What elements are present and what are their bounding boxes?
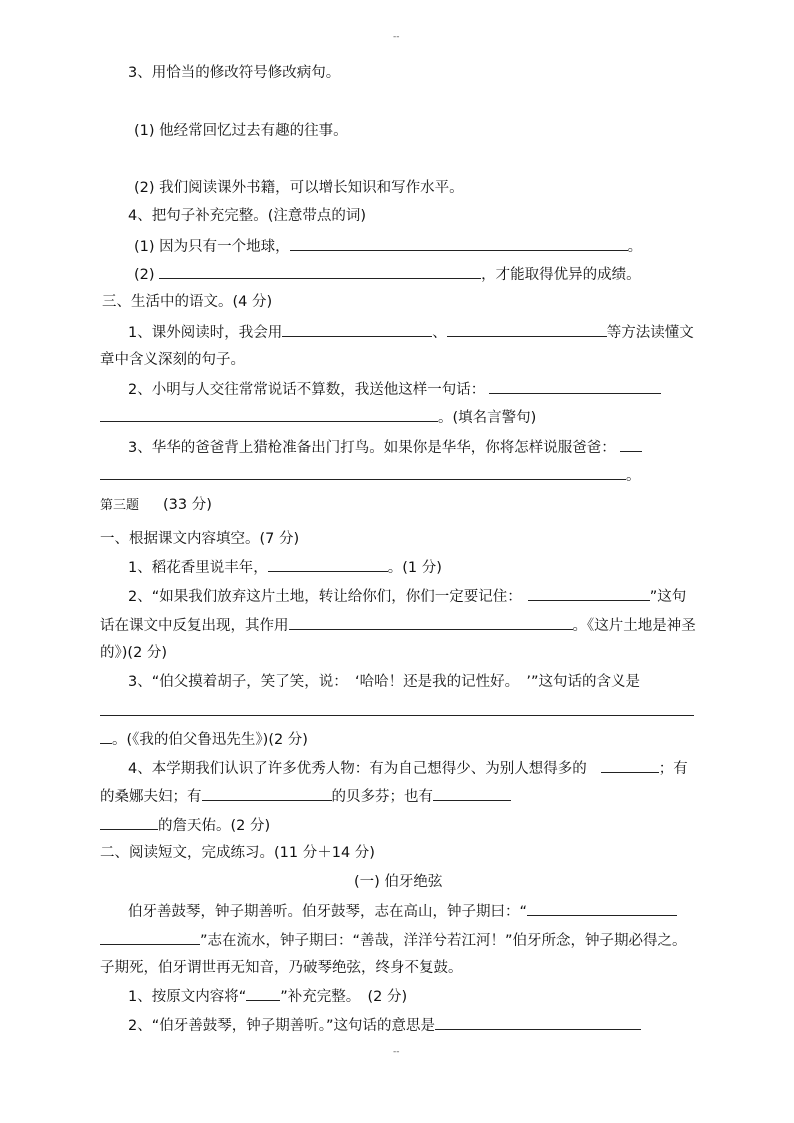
answer-blank[interactable]	[246, 986, 280, 1001]
page-mark-top: --	[393, 32, 400, 42]
s3-q3-end: 。	[626, 468, 641, 484]
passage-line-3: 子期死，伯牙谓世再无知音，乃破琴绝弦，终身不复鼓。	[100, 960, 463, 976]
p3-s1-heading: 一、根据课文内容填空。(7 分)	[100, 531, 300, 547]
answer-blank[interactable]	[433, 786, 511, 801]
answer-blank[interactable]	[435, 1015, 641, 1030]
p3-q3: 3、“伯父摸着胡子，笑了笑，说： ‘哈哈！还是我的记性好。 ’”这句话的含义是	[128, 674, 640, 690]
answer-blank[interactable]	[447, 322, 607, 337]
passage-title: (一) 伯牙绝弦	[354, 874, 443, 890]
passage-q1	[128, 986, 407, 1007]
p3-q1-end: 。(1 分)	[387, 560, 442, 576]
page-mark-bottom: --	[393, 1047, 400, 1057]
part-3-score: (33 分)	[163, 497, 212, 513]
answer-blank[interactable]	[527, 901, 677, 916]
answer-blank[interactable]	[159, 264, 481, 279]
part-3-label: 第三题	[100, 498, 140, 513]
p3-s2-heading: 二、阅读短文，完成练习。(11 分＋14 分)	[100, 845, 375, 861]
answer-blank[interactable]	[100, 407, 438, 422]
answer-blank[interactable]	[289, 615, 573, 630]
answer-blank[interactable]	[202, 786, 332, 801]
q4-item-2	[134, 264, 641, 285]
answer-blank[interactable]	[100, 729, 112, 744]
q4-item-2-text: ，才能取得优异的成绩。	[481, 267, 641, 283]
p3-q1	[128, 557, 442, 578]
p3-q4-cont-2-text: 的詹天佑。(2 分)	[158, 818, 271, 834]
q4-item-2-num: (2)	[134, 267, 155, 283]
q3-sentence-2: (2) 我们阅读课外书籍，可以增长知识和写作水平。	[134, 180, 464, 196]
s3-q1	[128, 322, 694, 343]
s3-q2-cont	[100, 407, 536, 428]
answer-blank[interactable]	[489, 379, 661, 394]
answer-blank[interactable]	[528, 586, 650, 601]
p3-q4	[128, 758, 688, 779]
q3-sentence-1: (1) 他经常回忆过去有趣的往事。	[134, 123, 348, 139]
passage-q1-text-2: ”补充完整。 (2 分)	[280, 989, 408, 1005]
q4-item-1	[134, 236, 642, 257]
answer-blank[interactable]	[100, 465, 626, 480]
answer-blank[interactable]	[100, 930, 200, 945]
passage-line-2-text: ”志在流水，钟子期曰：“善哉，洋洋兮若江河！”伯牙所念，钟子期必得之。	[200, 933, 687, 949]
q4-item-1-end: 。	[627, 239, 643, 255]
answer-blank[interactable]	[100, 815, 158, 830]
s3-q1-sep: 、	[432, 325, 447, 341]
p3-q3-cont-text: 。(《我的伯父鲁迅先生》)(2 分)	[112, 732, 308, 748]
p3-q4-cont	[100, 786, 511, 807]
p3-q2-text: 2、“如果我们放弃这片土地，转让给你们，你们一定要记住：	[128, 589, 522, 605]
s3-q3	[128, 437, 642, 458]
passage-q2	[128, 1015, 641, 1036]
s3-q2-end: 。(填名言警句)	[438, 410, 537, 426]
answer-blank[interactable]	[268, 557, 388, 572]
p3-q2-text-2: ”这句	[649, 589, 687, 605]
passage-line-1	[128, 901, 677, 922]
p3-q2	[128, 586, 686, 607]
part-3-heading	[100, 495, 212, 516]
p3-q4-cont-text: 的桑娜夫妇；有	[100, 789, 202, 805]
p3-q4-text-2: ；有	[658, 761, 688, 777]
answer-blank[interactable]	[282, 322, 432, 337]
s3-q3-text: 3、华华的爸爸背上猎枪准备出门打鸟。如果你是华华，你将怎样说服爸爸：	[128, 440, 616, 456]
p3-q1-text: 1、稻花香里说丰年，	[128, 560, 268, 576]
p3-q2-cont-end: 。《这片土地是神圣	[572, 618, 696, 634]
s3-q2	[128, 379, 661, 400]
answer-blank[interactable]	[290, 236, 628, 251]
s3-q1-text-2: 等方法读懂文	[606, 325, 694, 341]
p3-q4-cont-text-2: 的贝多芬；也有	[331, 789, 433, 805]
passage-q2-text: 2、“伯牙善鼓琴，钟子期善听。”这句话的意思是	[128, 1018, 435, 1034]
answer-blank[interactable]	[601, 758, 659, 773]
answer-blank[interactable]	[100, 701, 694, 716]
q4-item-1-text: (1) 因为只有一个地球，	[134, 239, 290, 255]
q3-prompt: 3、用恰当的修改符号修改病句。	[128, 65, 341, 81]
answer-blank[interactable]	[620, 437, 642, 452]
passage-q1-text: 1、按原文内容将“	[128, 989, 247, 1005]
p3-q2-source: 的》)(2 分)	[100, 645, 168, 661]
s3-q3-cont	[100, 465, 641, 486]
passage-line-1-text: 伯牙善鼓琴，钟子期善听。伯牙鼓琴，志在高山，钟子期曰：“	[128, 904, 528, 920]
passage-line-2	[100, 930, 687, 951]
p3-q4-text: 4、本学期我们认识了许多优秀人物：有为自己想得少、为别人想得多的	[128, 761, 587, 777]
p3-q2-cont-text: 话在课文中反复出现，其作用	[100, 618, 289, 634]
p3-q4-cont-2	[100, 815, 270, 836]
section-3-heading: 三、生活中的语文。(4 分)	[102, 294, 273, 310]
p3-q3-line	[100, 701, 694, 722]
p3-q3-cont	[100, 729, 308, 750]
p3-q2-cont	[100, 615, 696, 636]
s3-q1-text: 1、课外阅读时，我会用	[128, 325, 283, 341]
q4-prompt: 4、把句子补充完整。(注意带点的词)	[128, 208, 367, 224]
s3-q2-text: 2、小明与人交往常常说话不算数，我送他这样一句话：	[128, 382, 486, 398]
s3-q1-cont: 章中含义深刻的句子。	[100, 352, 245, 368]
